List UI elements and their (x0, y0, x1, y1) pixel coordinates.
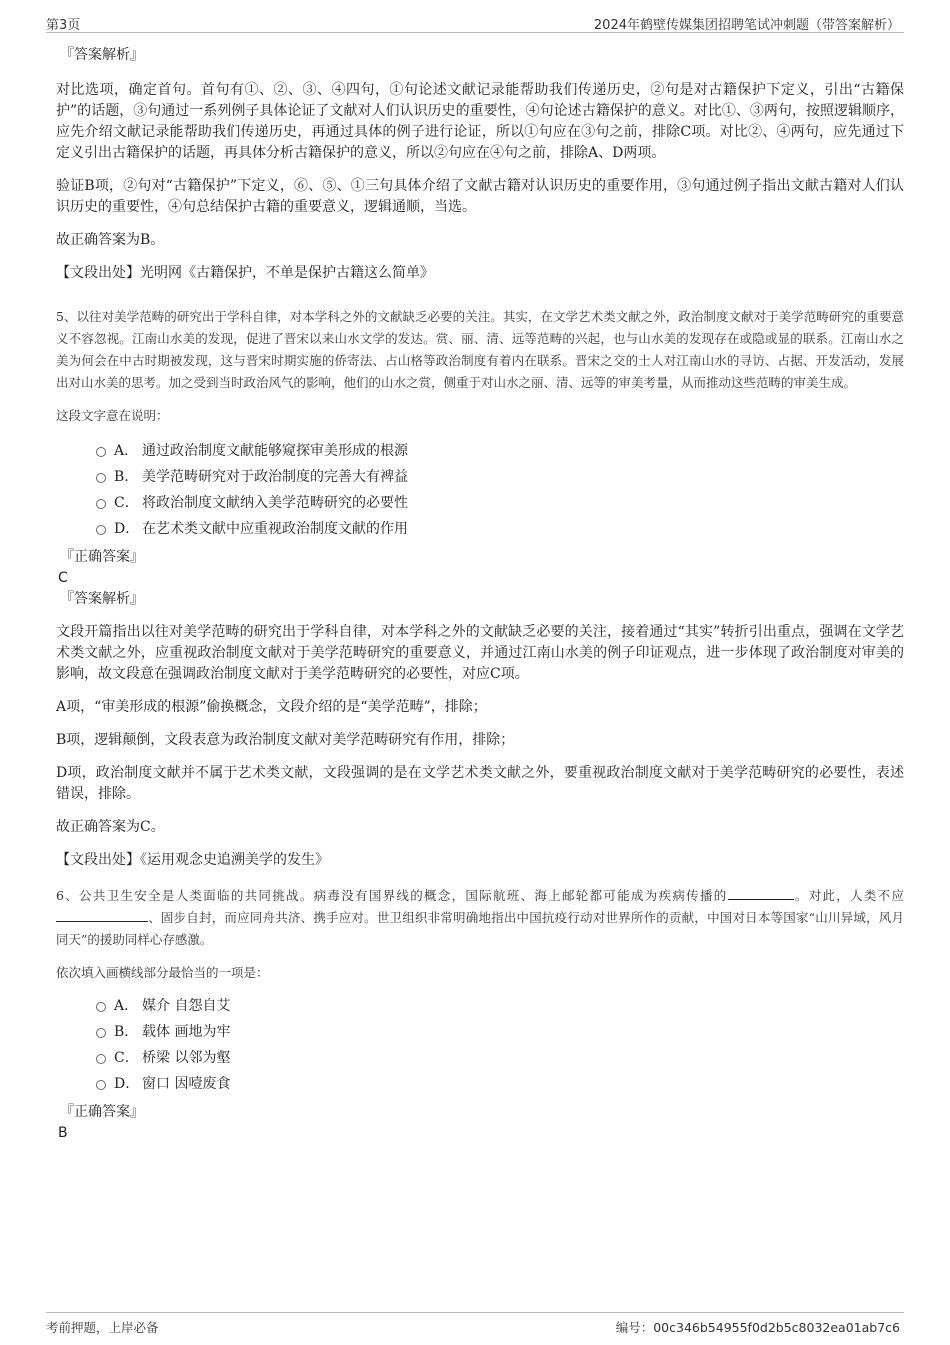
question-stem: 6、公共卫生安全是人类面临的共同挑战。病毒没有国界线的概念，国际航班、海上邮轮都可能成为疾病传播的 。对此，人类不应、固步自封，而应同舟共济、携手应对。世卫组织非常明确地指出中国抗疫行动对世界所作的贡献，中国对日本等国家“山川异域，风月同天”的援助同样心存感激。 (56, 885, 904, 951)
question-prompt: 依次填入画横线部分最恰当的一项是： (56, 965, 269, 980)
analysis-paragraph: D项，政治制度文献并不属于艺术类文献，文段强调的是在文学艺术类文献之外，要重视政治制度文献对于美学范畴研究的必要性，表述错误，排除。 (56, 765, 904, 802)
page-header (46, 12, 904, 33)
correct-answer: C (58, 570, 68, 586)
document-id: 编号：00c346b54955f0d2b5c8032ea01ab7c6 (615, 1320, 900, 1335)
question-stem: 5、以往对美学范畴的研究出于学科自律，对本学科之外的文献缺乏必要的关注。其实，在文学艺术类文献之外，政治制度文献对于美学范畴研究的重要意义不容忽视。江南山水美的发现，促进了晋宋以来山水文学的发达。赏、丽、清、远等范畴的兴起，也与山水美的发现存在或隐或显的联系。江南山水之美为何会在中古时期被发现，这与晋宋时期实施的侨寄法、占山格等政治制度有着内在联系。晋宋之交的士人对江南山水的寻访、占据、开发活动，发展出对山水美的思考。加之受到当时政治风气的影响，他们的山水之赏，侧重于对山水之丽、清、远等的审美考量，从而推动这些范畴的审美生成。 (56, 309, 904, 390)
fill-blank (728, 885, 794, 900)
option-list (96, 438, 904, 542)
option-b[interactable]: B． 美学范畴研究对于政治制度的完善大有裨益 (96, 464, 904, 490)
option-a[interactable]: A． 通过政治制度文献能够窥探审美形成的根源 (96, 438, 904, 464)
page-content (56, 40, 904, 1143)
option-d[interactable]: D． 窗口 因噎废食 (96, 1071, 904, 1097)
option-d[interactable]: D． 在艺术类文献中应重视政治制度文献的作用 (96, 516, 904, 542)
radio-icon[interactable] (96, 447, 106, 457)
page-number: 第3页 (46, 18, 81, 33)
analysis-paragraph: B项，逻辑颠倒，文段表意为政治制度文献对美学范畴研究有作用，排除； (56, 732, 515, 748)
option-c[interactable]: C． 将政治制度文献纳入美学范畴研究的必要性 (96, 490, 904, 516)
analysis-conclusion: 故正确答案为B。 (56, 232, 165, 248)
correct-answer: B (58, 1125, 68, 1141)
fill-blank (56, 907, 148, 922)
radio-icon[interactable] (96, 1002, 106, 1012)
analysis-paragraph: 对比选项，确定首句。首句有①、②、③、④四句，①句论述文献记录能帮助我们传递历史，②句是对古籍保护下定义，引出“古籍保护”的话题，③句通过一系列例子具体论证了文献对人们认识历史的重要性，④句论述古籍保护的意义。对比①、③两句，按照逻辑顺序，应先介绍文献记录能帮助我们传递历史，再通过具体的例子进行论证，所以①句应在③句之前，排除C项。对比②、④两句，应先通过下定义引出古籍保护的话题，再具体分析古籍保护的意义，所以②句应在④句之前，排除A、D两项。 (56, 82, 904, 161)
page-footer (46, 1312, 904, 1337)
question-prompt: 这段文字意在说明： (56, 408, 169, 423)
document-title: 2024年鹤壁传媒集团招聘笔试冲刺题（带答案解析） (593, 18, 900, 33)
analysis-conclusion: 故正确答案为C。 (56, 819, 165, 835)
radio-icon[interactable] (96, 1028, 106, 1038)
option-list (96, 993, 904, 1097)
radio-icon[interactable] (96, 499, 106, 509)
radio-icon[interactable] (96, 473, 106, 483)
analysis-paragraph: A项，“审美形成的根源”偷换概念，文段介绍的是“美学范畴”，排除； (56, 699, 487, 715)
option-c[interactable]: C． 桥梁 以邻为壑 (96, 1045, 904, 1071)
radio-icon[interactable] (96, 1080, 106, 1090)
correct-answer-label: 『正确答案』 (60, 1104, 144, 1120)
source-citation: 【文段出处】《运用观念史追溯美学的发生》 (56, 852, 329, 868)
footer-slogan: 考前押题，上岸必备 (46, 1320, 159, 1335)
radio-icon[interactable] (96, 525, 106, 535)
analysis-label: 『答案解析』 (60, 47, 144, 63)
option-b[interactable]: B． 载体 画地为牢 (96, 1019, 904, 1045)
radio-icon[interactable] (96, 1054, 106, 1064)
analysis-label: 『答案解析』 (60, 591, 144, 607)
analysis-paragraph: 验证B项，②句对“古籍保护”下定义，⑥、⑤、①三句具体介绍了文献古籍对认识历史的重要作用，③句通过例子指出文献古籍对人们认识历史的重要性，④句总结保护古籍的重要意义，逻辑通顺，当选。 (56, 178, 904, 215)
source-citation: 【文段出处】光明网《古籍保护，不单是保护古籍这么简单》 (56, 265, 434, 281)
analysis-paragraph: 文段开篇指出以往对美学范畴的研究出于学科自律，对本学科之外的文献缺乏必要的关注，接着通过“其实”转折引出重点，强调在文学艺术类文献之外，应重视政治制度文献对于美学范畴研究的重要意义，并通过江南山水美的例子印证观点，进一步体现了政治制度对审美的影响，故文段意在强调政治制度文献对于美学范畴研究的必要性，对应C项。 (56, 624, 904, 682)
correct-answer-label: 『正确答案』 (60, 549, 144, 565)
option-a[interactable]: A． 媒介 自怨自艾 (96, 993, 904, 1019)
